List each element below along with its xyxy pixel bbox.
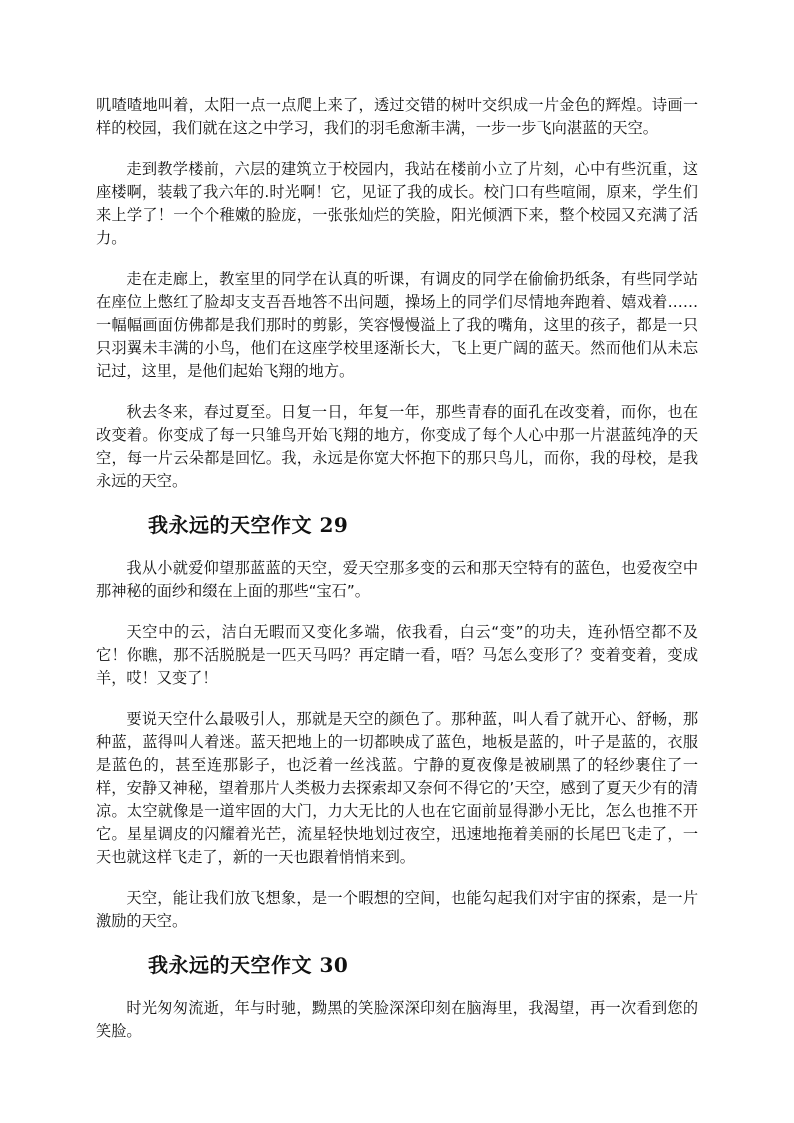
paragraph: 走在走廊上，教室里的同学在认真的听课，有调皮的同学在偷偷扔纸条，有些同学站在座位上憋红了脸却支支吾吾地答不出问题，操场上的同学们尽情地奔跑着、嬉戏着……一幅幅画面仿佛都是我们那时的剪影，笑容慢慢溢上了我的嘴角，这里的孩子，都是一只只羽翼未丰满的小鸟，他们在这座学校里逐渐长大，飞上更广阔的蓝天。然而他们从未忘记过，这里，是他们起始飞翔的地方。: [96, 270, 698, 380]
paragraph: 天空，能让我们放飞想象，是一个暇想的空间，也能勾起我们对宇宙的探索，是一片激励的天空。: [96, 889, 698, 930]
paragraph: 秋去冬来，春过夏至。日复一日，年复一年，那些青春的面孔在改变着，而你，也在改变着。你变成了每一只雏鸟开始飞翔的地方，你变成了每个人心中那一片湛蓝纯净的天空，每一片云朵都是回忆。我，永远是你宽大怀抱下的那只鸟儿，而你，我的母校，是我永远的天空。: [96, 403, 698, 490]
section-heading: 我永远的天空作文 30: [148, 953, 349, 977]
paragraph: 时光匆匆流逝，年与时驰，黝黑的笑脸深深印刻在脑海里，我渴望，再一次看到您的笑脸。: [96, 999, 698, 1040]
paragraph: 要说天空什么最吸引人，那就是天空的颜色了。那种蓝，叫人看了就开心、舒畅，那种蓝，蓝得叫人着迷。蓝天把地上的一切都映成了蓝色，地板是蓝的，叶子是蓝的，衣服是蓝色的，甚至连那影子，也泛着一丝浅蓝。宁静的夏夜像是被刷黑了的轻纱裹住了一样，安静又神秘，望着那片人类极力去探索却又奈何不得它的’天空，感到了夏天少有的清凉。太空就像是一道牢固的大门，力大无比的人也在它面前显得渺小无比，怎么也推不开它。星星调皮的闪耀着光芒，流星轻快地划过夜空，迅速地拖着美丽的长尾巴飞走了，一天也就这样飞走了，新的一天也跟着悄悄来到。: [96, 710, 698, 866]
paragraph: 叽喳喳地叫着，太阳一点一点爬上来了，透过交错的树叶交织成一片金色的辉煌。诗画一样的校园，我们就在这之中学习，我们的羽毛愈渐丰满，一步一步飞向湛蓝的天空。: [96, 96, 698, 137]
section-heading: 我永远的天空作文 29: [148, 513, 349, 537]
paragraph: 走到教学楼前，六层的建筑立于校园内，我站在楼前小立了片刻，心中有些沉重，这座楼啊，装载了我六年的.时光啊！它，见证了我的成长。校门口有些喧闹，原来，学生们来上学了！一个个稚嫩的脸庞，一张张灿烂的笑脸，阳光倾洒下来，整个校园又充满了活力。: [96, 160, 698, 247]
document-page: [96, 94, 698, 1061]
paragraph: 天空中的云，洁白无暇而又变化多端，依我看，白云“变”的功夫，连孙悟空都不及它！你瞧，那不活脱脱是一匹天马吗？再定睛一看，唔？马怎么变形了？变着变着，变成羊，哎！又变了！: [96, 623, 698, 687]
paragraph: 我从小就爱仰望那蓝蓝的天空，爱天空那多变的云和那天空特有的蓝色，也爱夜空中那神秘的面纱和缀在上面的那些“宝石”。: [96, 559, 698, 600]
